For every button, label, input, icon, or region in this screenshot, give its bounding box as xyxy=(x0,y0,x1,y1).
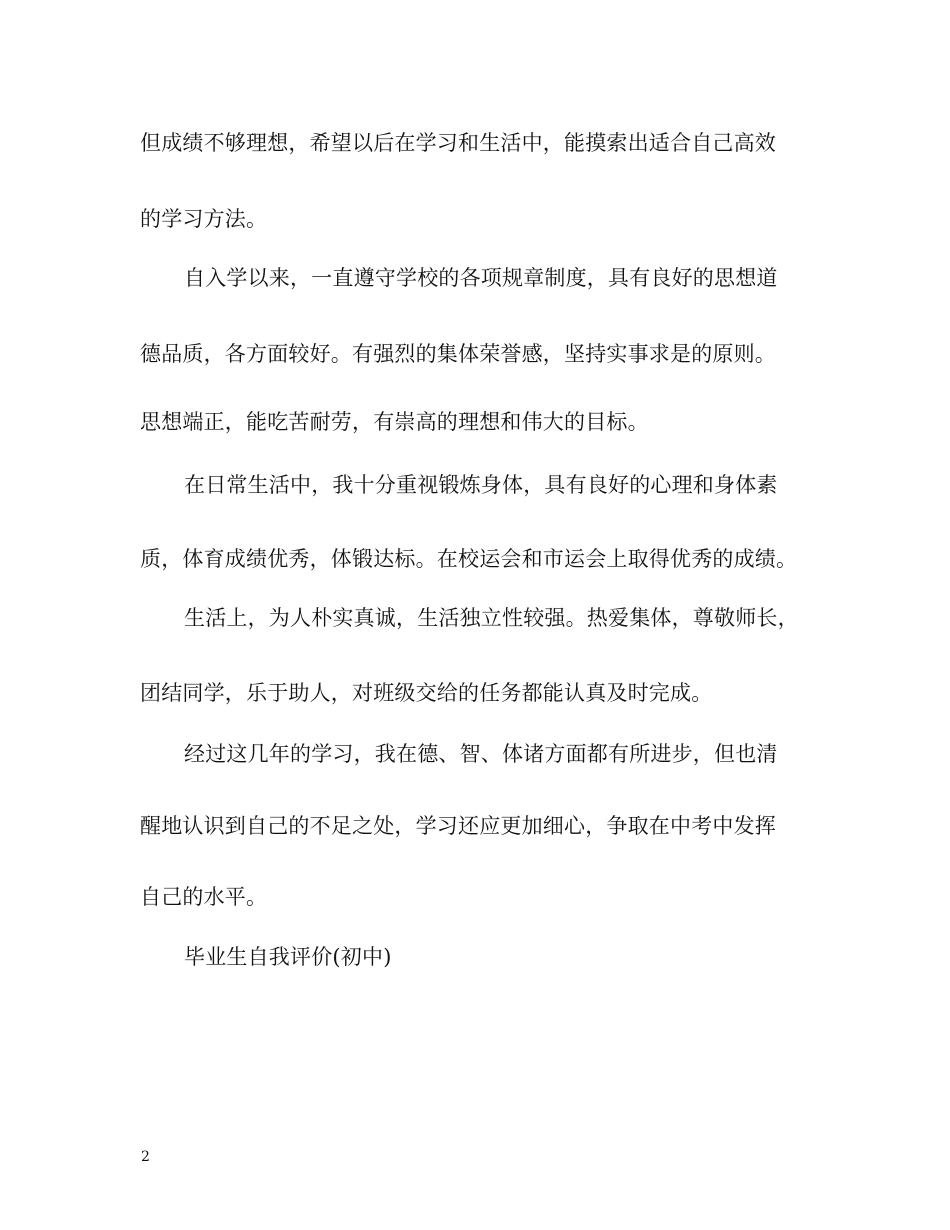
text-line: 但成绩不够理想，希望以后在学习和生活中，能摸索出适合自己高效 xyxy=(140,131,776,155)
text-line: 团结同学，乐于助人，对班级交给的任务都能认真及时完成。 xyxy=(140,681,713,705)
text-line: 生活上，为人朴实真诚，生活独立性较强。热爱集体，尊敬师长， xyxy=(184,606,799,630)
text-line: 自入学以来，一直遵守学校的各项规章制度，具有良好的思想道 xyxy=(184,266,778,290)
section-heading: 毕业生自我评价(初中) xyxy=(184,945,392,969)
text-line: 自己的水平。 xyxy=(140,885,268,909)
text-line: 思想端正，能吃苦耐劳，有崇高的理想和伟大的目标。 xyxy=(140,410,649,434)
text-line: 的学习方法。 xyxy=(140,207,268,231)
text-line: 醒地认识到自己的不足之处，学习还应更加细心，争取在中考中发挥 xyxy=(140,814,776,838)
text-line: 经过这几年的学习，我在德、智、体诸方面都有所进步，但也清 xyxy=(184,742,778,766)
text-line: 质，体育成绩优秀，体锻达标。在校运会和市运会上取得优秀的成绩。 xyxy=(140,547,798,571)
text-line: 在日常生活中，我十分重视锻炼身体，具有良好的心理和身体素 xyxy=(184,473,778,497)
page-number: 2 xyxy=(141,1149,150,1165)
text-line: 德品质，各方面较好。有强烈的集体荣誉感，坚持实事求是的原则。 xyxy=(140,342,776,366)
